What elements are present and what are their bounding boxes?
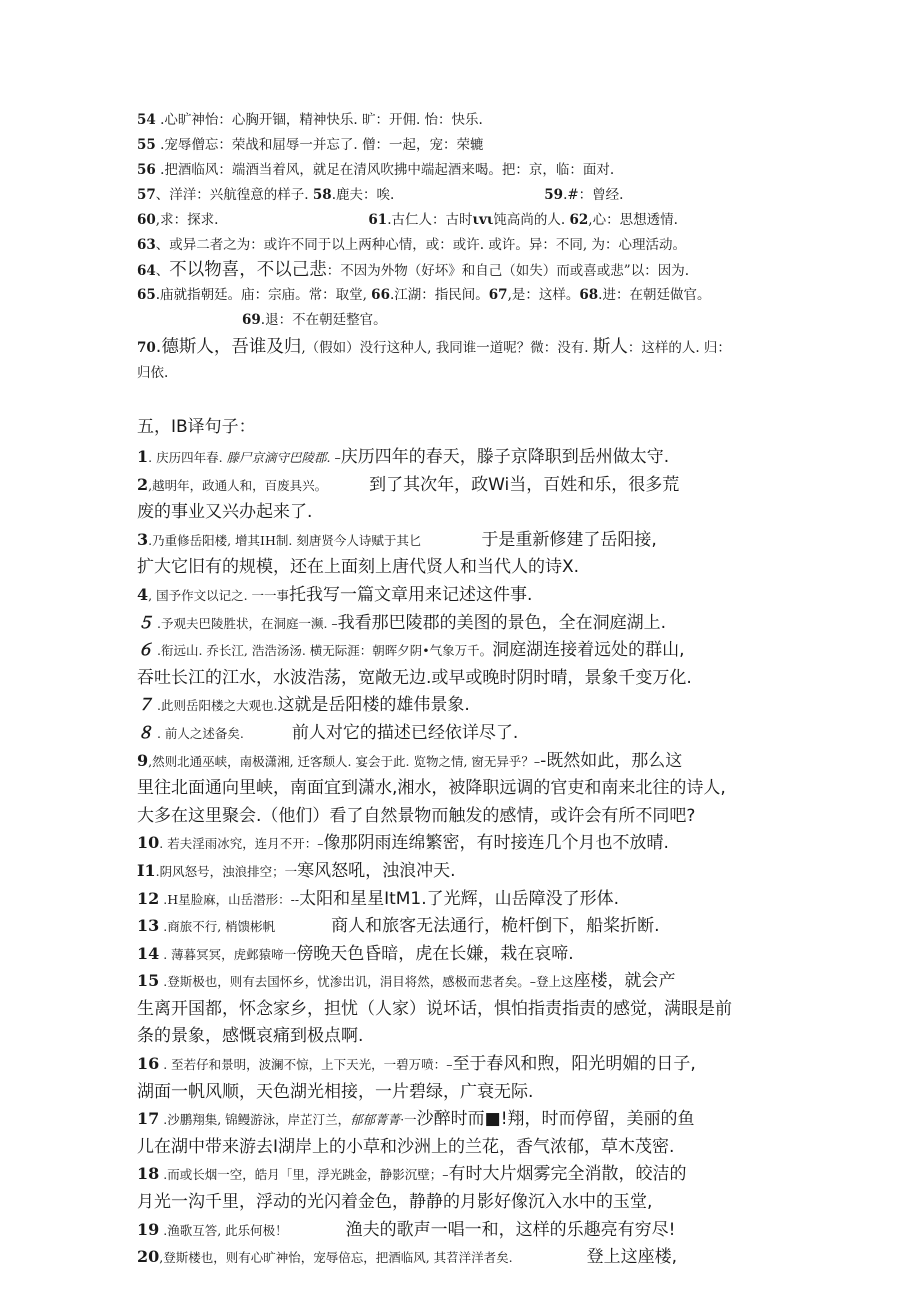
item-number: 55: [137, 137, 156, 153]
translation-continuation: 吞吐长江的江水，水波浩荡，宽敞无边.或早或晚时阴时晴，景象千变万化.: [137, 667, 692, 688]
translation-20: [137, 1244, 787, 1272]
translation-text: 太阳和星星ItM1.了光辉，山岳障没了形体.: [299, 888, 620, 909]
vocab-item-55: [137, 133, 787, 158]
translation-18: [137, 1161, 787, 1189]
item-number: 65: [137, 287, 156, 303]
source-text: ,越明年，政通人和，百废具兴。: [148, 477, 328, 493]
item-text: .古仁人：古时: [387, 212, 473, 228]
item-number: 57: [137, 187, 156, 203]
item-number: ８: [137, 722, 154, 742]
translation-continuation: 湖面一帆风顺，天色湖光相接，一片碧绿，广衰无际.: [137, 1081, 534, 1102]
source-text: . 庆历四年春.: [148, 450, 227, 465]
item-number: 2: [137, 474, 149, 494]
translation-19: [137, 1217, 787, 1245]
dash: ·一: [400, 1112, 417, 1128]
item-text: 饨高尚的人.: [493, 212, 570, 228]
vocab-item-60-62: [137, 208, 787, 233]
source-text: .阴风怒号，浊浪排空；: [155, 863, 285, 879]
item-number: 19: [137, 1219, 160, 1239]
item-text: ：这样的人. 归：: [627, 340, 731, 356]
translation-text: 沙醉时而■!翔，时而停留，美丽的鱼: [416, 1109, 695, 1130]
item-text: .心旷神怡：心胸开锢，精神快乐. 旷：开佣. 怡：快乐.: [155, 112, 483, 128]
translation-text: 渔夫的歌声一唱一和，这样的乐趣亮有穷尽!: [345, 1219, 676, 1240]
item-number: 70: [137, 340, 156, 356]
item-number: 14: [137, 943, 160, 963]
dash: –: [327, 615, 338, 631]
item-number: 3: [137, 529, 149, 549]
source-text: . 至若仔和景明，波澜不惊，上下天光，一碧万喷：: [159, 1057, 447, 1073]
source-text: , 国予作文以记之. 一一事: [148, 587, 290, 603]
translation-continuation: 扩大它旧有的规模，还在上面刻上唐代贤人和当代人的诗X.: [137, 557, 580, 578]
source-text: 滕尸京滴守巴陵郡.: [226, 450, 331, 465]
translation-9: [137, 748, 787, 776]
translation-text: 洞庭湖连接着远处的群山,: [492, 640, 685, 661]
source-text: . 若夫淫雨冰究，连月不开：: [159, 836, 318, 852]
item-number: ６: [137, 640, 154, 660]
translation-15: [137, 968, 787, 996]
vocab-item-70-cont: [137, 361, 787, 386]
item-text: 归依.: [137, 365, 169, 381]
translation-continuation: 生离开国都，怀念家乡，担忧（人家）说坏话，惧怕指责指责的感觉，满眼是前: [137, 998, 732, 1019]
dash: –: [330, 450, 341, 465]
item-number: 54: [137, 112, 156, 128]
translation-text: 前人对它的描述已经依详尽了.: [291, 722, 519, 743]
source-text: .商旅不行, 梢馈彬帆: [159, 919, 276, 935]
translation-16: [137, 1051, 787, 1079]
translation-text: 至于春风和煦，阳光明媚的日子,: [452, 1054, 696, 1075]
translation-text: 于是重新修建了岳阳接,: [481, 529, 657, 550]
translation-text: 我看那巴陵郡的美图的景色，全在洞庭湖上.: [337, 612, 667, 633]
translation-13: [137, 913, 787, 941]
source-text: .此则岳阳楼之大观也.: [153, 698, 278, 714]
item-number: 58: [312, 187, 332, 203]
item-text: .德斯人，吾谁及归: [155, 337, 302, 357]
source-text: ,登斯楼也，则有心旷神怡，宠辱倍忘，把酒临风, 其苕洋洋者矣.: [159, 1250, 513, 1266]
item-text: 、或异二者之为：或许不同于以上两种心情，或：或许. 或许。异：不同, 为：心理活动。: [155, 237, 686, 253]
item-text: 、洋洋：兴航徨意的样子.: [155, 187, 313, 203]
translation-14: [137, 941, 787, 969]
item-text: ：不因为外物（好坏》和自己（如失）而或喜或悲”以：因为.: [326, 263, 689, 279]
translation-text: 有时大片烟雾完全消散，皎洁的: [448, 1164, 687, 1185]
dash: –: [529, 974, 536, 990]
item-number: 20: [137, 1247, 160, 1267]
item-number: 1: [137, 447, 149, 466]
section-heading: 五，IB译句子：: [137, 417, 256, 437]
vocab-item-54: [137, 108, 787, 133]
item-text: .进：在朝廷做官。: [598, 287, 711, 303]
source-text: . 前人之述备矣.: [153, 725, 244, 741]
vocab-item-63: [137, 233, 787, 258]
item-number: 10: [137, 833, 160, 853]
item-number: 66: [371, 287, 390, 303]
translation-7: [137, 692, 787, 720]
item-text: ,求：探求.: [155, 212, 219, 228]
item-text: ιvι: [472, 212, 494, 228]
item-number: 67: [488, 287, 508, 303]
dash: –: [533, 753, 541, 769]
item-text: ,是：这样。: [507, 287, 580, 303]
item-number: 68: [579, 287, 599, 303]
translation-continuation: 儿在湖中带来游去I湖岸上的小草和沙洲上的兰花，香气浓郁，草木茂密.: [137, 1136, 675, 1157]
translation-text: 登上这座楼,: [586, 1247, 678, 1268]
item-number: 9: [137, 750, 149, 770]
source-text: .而或长烟一空，皓月「里，浮光跳金，静影沉壁；: [159, 1167, 443, 1183]
item-number: 16: [137, 1054, 160, 1074]
translation-text: 寒风怒吼，浊浪冲天.: [297, 860, 456, 881]
vocab-item-70: [137, 333, 787, 361]
item-number: 63: [137, 237, 156, 253]
item-text: 、: [155, 263, 170, 279]
item-number: 13: [137, 916, 160, 936]
translation-5: [137, 610, 787, 638]
source-text: .渔歌互答, 此乐何极！: [159, 1222, 288, 1238]
source-text: 登上这: [535, 974, 574, 990]
translation-8: [137, 720, 787, 748]
translation-text: 商人和旅客无法通行，桅杆倒下，船桨折断.: [331, 916, 660, 937]
dash: –: [317, 836, 324, 852]
source-text: .登斯极也，则有去国怀乡，忧渗岀讥，涓目将然，感极而悲者矣。: [159, 974, 530, 990]
source-text: .H星脸麻，山岳潜形：: [159, 891, 291, 907]
translation-text: -既然如此，那么这: [540, 750, 683, 771]
vocab-item-64: [137, 258, 787, 283]
item-text: .江湖：指民间。: [389, 287, 489, 303]
item-text: .把酒临风：端酒当着风，就足在清风吹拂中端起酒来喝。把：京，临：面对.: [155, 162, 615, 178]
item-number: 18: [137, 1164, 160, 1184]
translation-10: [137, 830, 787, 858]
item-number: 64: [137, 263, 156, 279]
translation-text: 庆历四年的春天，滕子京降职到岳州做太守.: [340, 447, 670, 467]
item-number: 12: [137, 888, 160, 908]
translation-continuation: 废的事业又兴办起来了.: [137, 502, 313, 523]
document-content: [137, 108, 787, 1272]
item-text: .庙就指朝廷。庙：宗庙。常：取堂,: [155, 287, 372, 303]
translation-17: [137, 1106, 787, 1134]
item-number: 15: [137, 971, 160, 991]
item-number: 59: [544, 187, 564, 203]
translation-continuation: 大多在这里聚会.（他们）看了自然景物而触发的感情，或许会有所不同吧?: [137, 805, 696, 826]
source-text: .沙鹏翔集, 锦鳗游泳，岸芷汀兰，: [159, 1112, 351, 1128]
translation-text: 托我写一篇文章用来记述这件事.: [289, 584, 533, 605]
item-text: .#：曾经.: [563, 187, 624, 203]
item-text: ,（假如）没行这种人, 我同谁一道呢？微：没有.: [301, 340, 593, 356]
item-number: 69: [242, 312, 261, 328]
item-text: 斯人: [592, 337, 628, 357]
item-number: ５: [137, 612, 154, 632]
item-number: I1: [137, 860, 156, 880]
vocab-item-56: [137, 158, 787, 183]
item-number: 56: [137, 162, 156, 178]
item-number: 60: [137, 212, 156, 228]
item-text: 不以物喜，不以己悲: [169, 260, 327, 280]
translation-text: 傍晚天色昏暗，虎在长嫌，栽在哀啼.: [296, 943, 574, 964]
source-text: 郁郁菁菁: [350, 1112, 401, 1128]
item-text: .退：不在朝廷整官。: [260, 312, 387, 328]
translation-6: [137, 637, 787, 665]
source-text: . 薄暮冥冥，虎邺猿啼: [159, 946, 284, 962]
item-text: ,心：思想透情.: [588, 212, 678, 228]
translation-continuation: 月光一沟千里，浮动的光闪着金色，静静的月影好像沉入水中的玉堂,: [137, 1192, 653, 1213]
source-text: .衔远山. 乔长江, 浩浩汤汤. 横无际涯：朝晖夕阴•气象万千。: [153, 643, 493, 659]
translation-3: [137, 527, 787, 555]
translation-text: 座楼，就会产: [573, 971, 676, 992]
translation-2: [137, 472, 787, 500]
vocab-item-57-59: [137, 183, 787, 208]
vocab-item-65-68: [137, 283, 787, 308]
dash: 一: [284, 863, 298, 879]
translation-12: [137, 886, 787, 914]
dash: 一: [283, 946, 297, 962]
item-text: .宠辱僧忘：荣战和屈辱一并忘了. 僧：一起，宠：荣辘: [155, 137, 484, 153]
vocab-item-69: [137, 308, 787, 333]
source-text: .乃重修岳阳楼, 增其IH制. 刻唐贤今人诗赋于其匕: [148, 532, 422, 548]
source-text: ,然则北通巫峡，南极潇湘, 迁客颓人. 宴会于此. 览物之情, 窗无异乎？: [148, 753, 534, 769]
translation-text: 像那阴雨连绵繁密，有时接连几个月也不放晴.: [323, 833, 669, 854]
dash: –: [442, 1167, 449, 1183]
dash: --: [290, 891, 300, 907]
translation-continuation: 里往北面通向里峡，南面宜到潇水,湘水，被降职远调的官吏和南来北往的诗人,: [137, 778, 726, 799]
item-number: 4: [137, 584, 149, 604]
item-number: 62: [569, 212, 589, 228]
dash: –: [446, 1057, 453, 1073]
translation-continuation: 条的景象，感慨哀痛到极点啊.: [137, 1026, 364, 1047]
source-text: .予观夫巴陵胜状，在洞庭一濒.: [153, 615, 328, 631]
translation-1: [137, 444, 787, 472]
item-text: .鹿夫：唉.: [331, 187, 395, 203]
translation-text: 这就是岳阳楼的雄伟景象.: [277, 695, 470, 716]
translation-4: [137, 582, 787, 610]
translation-text: 到了其次年，政Wi当，百姓和乐，很多荒: [369, 474, 680, 495]
item-number: 61: [368, 212, 388, 228]
item-number: ７: [137, 695, 154, 715]
item-number: 17: [137, 1109, 160, 1129]
translation-11: [137, 858, 787, 886]
